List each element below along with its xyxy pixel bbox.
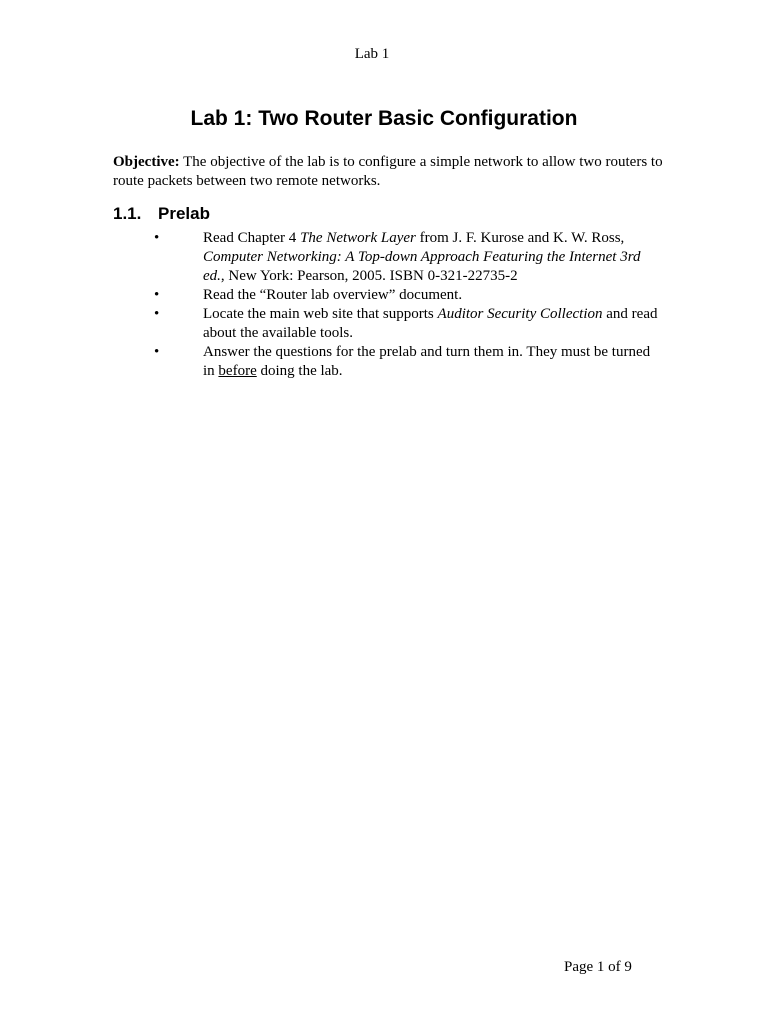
book-title: Computer Networking: A Top-down Approach Featuring the Internet 3rd ed. xyxy=(203,249,641,284)
item-text: Locate the main web site that supports xyxy=(203,306,438,322)
section-number: 1.1. xyxy=(113,204,142,223)
section-title: Prelab xyxy=(158,204,210,223)
bullet-icon: • xyxy=(154,344,160,360)
objective-text: The objective of the lab is to configure a simple network to allow two routers to route packets between two remote networks. xyxy=(113,154,663,189)
item-text: , New York: Pearson, 2005. ISBN 0-321-22735-2 xyxy=(220,268,518,284)
list-item xyxy=(0,343,663,381)
bullet-icon: • xyxy=(154,287,160,303)
running-header: Lab 1 xyxy=(354,46,390,62)
bullet-icon: • xyxy=(154,230,160,246)
document-title: Lab 1: Two Router Basic Configuration xyxy=(190,107,578,130)
list-item xyxy=(0,286,663,305)
prelab-list xyxy=(0,229,768,381)
item-text: from J. F. Kurose and K. W. Ross, xyxy=(415,230,625,246)
item-text: doing the lab. xyxy=(256,363,343,379)
page-number: Page 1 of 9 xyxy=(564,959,632,975)
section-heading xyxy=(113,204,210,224)
item-text: Read Chapter 4 xyxy=(203,230,301,246)
list-item xyxy=(0,229,663,286)
item-text: Answer the questions for the prelab and turn them in. They must be turned in xyxy=(203,344,651,379)
item-text: and read about the available tools. xyxy=(203,306,658,341)
item-text: Read the “Router lab overview” document. xyxy=(203,287,463,303)
list-item xyxy=(0,305,663,343)
objective-label: Objective: xyxy=(113,154,180,170)
emphasis-underline: before xyxy=(218,363,257,379)
book-chapter-title: The Network Layer xyxy=(300,230,416,246)
bullet-icon: • xyxy=(154,306,160,322)
objective-paragraph xyxy=(113,153,673,191)
tool-name: Auditor Security Collection xyxy=(437,306,603,322)
